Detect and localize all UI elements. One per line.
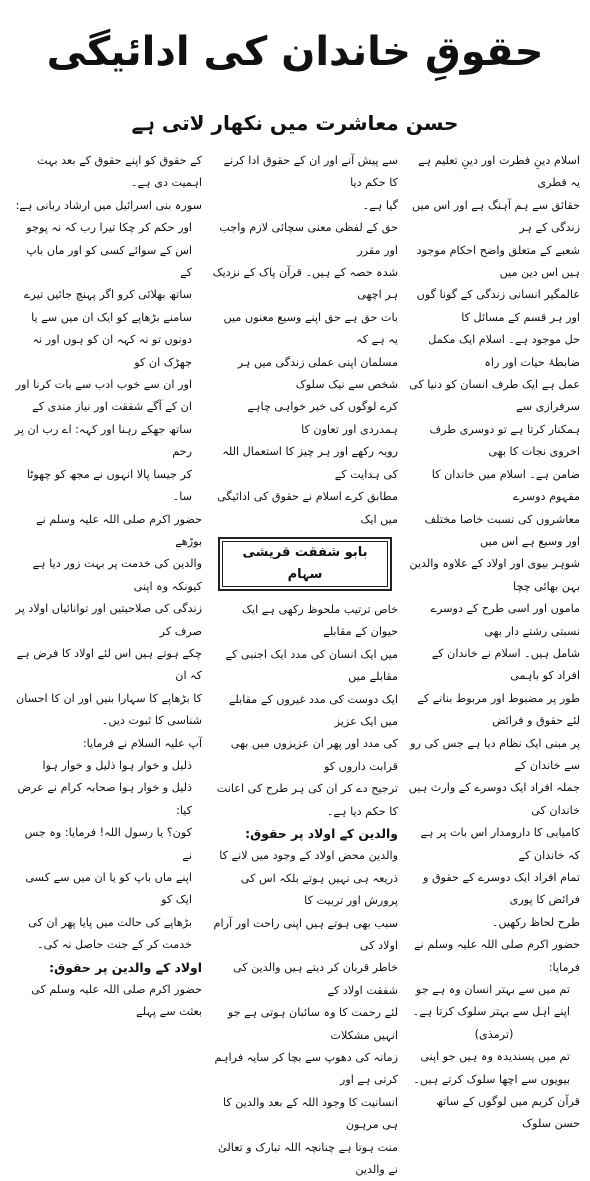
- column-left: [12, 150, 202, 1019]
- column-middle: [212, 150, 398, 1177]
- hadith-quote: بڑھاپے کی حالت میں پایا پھر ان کی: [28, 915, 192, 929]
- quran-quote: اس کے سوائے کسی کو اور ماں باپ کے: [26, 243, 192, 280]
- body-line: والدین محض اولاد کے وجود میں لانے کا: [219, 849, 398, 863]
- body-line: جملہ افراد ایک دوسرے کے وارث ہیں خاندان کی: [408, 781, 580, 817]
- body-line: مطابق کرے اسلام نے حقوق کی ادائیگی میں ایک: [216, 490, 398, 526]
- body-line: مسلمان اپنی عملی زندگی میں ہر شخص سے نیک سلوک: [237, 355, 398, 392]
- citation: (ترمذی): [474, 1027, 514, 1041]
- body-line: عالمگیر انسانی زندگی کے گونا گوں اور ہر قسم کے مسائل کا: [416, 288, 580, 324]
- body-line: کے حقوق کو اپنے حقوق کے بعد بہت اہمیت دی ہے۔: [36, 154, 202, 190]
- body-line: ماموں اور اسی طرح کے دوسرے نسبتی رشتے دار بھی: [430, 602, 580, 638]
- author-name: بابو شفقت قریشی سہام: [222, 541, 388, 587]
- body-line: ضامن ہے۔ اسلام میں خاندان کا مفہوم دوسرے: [431, 467, 580, 504]
- section-heading: اولاد کے والدین پر حقوق:: [49, 959, 202, 975]
- article-title: حقوقِ خاندان کی ادائیگی: [46, 29, 544, 75]
- hadith-quote: ذلیل و خوار ہوا ذلیل و خوار ہوا: [42, 758, 192, 772]
- body-line: اسلام دینِ فطرت اور دینِ تعلیم ہے یہ فطری: [418, 154, 580, 190]
- body-line: تمام افراد ایک دوسرے کے حقوق و فرائض کا پوری: [422, 871, 580, 907]
- body-line: شوہر بیوی اور اولاد کے علاوہ والدین بہن بھائی چچا: [409, 557, 580, 593]
- body-line: حضور اکرم صلی اللہ علیہ وسلم کی بعثت سے پہلے: [31, 983, 202, 1019]
- body-line: کا بڑھاپے کا سہارا بنیں اور ان کا احسان شناسی کا ثبوت دیں۔: [15, 691, 202, 728]
- quran-quote: دونوں تو نہ کہہ ان کو ہوں اور نہ جھڑک ان کو: [32, 333, 192, 369]
- body-line: ہمکنار کرتا ہے تو دوسری طرف اخروی نجات کا بھی: [429, 422, 580, 459]
- section-heading: والدین کے اولاد پر حقوق:: [245, 825, 398, 841]
- body-line: حل موجود ہے۔ اسلام ایک مکمل ضابطۂ حیات اور راہ: [428, 333, 580, 369]
- body-line: منت ہوتا ہے چنانچہ اللہ تبارک و تعالیٰ نے والدین: [218, 1140, 398, 1177]
- quran-quote: کر جیسا پالا انہوں نے مجھ کو چھوٹا سا۔: [26, 467, 192, 504]
- quran-quote: اور ان سے خوب ادب سے بات کرنا اور: [15, 378, 192, 392]
- hadith-quote: بیویوں سے اچھا سلوک کرتے ہیں۔: [413, 1072, 570, 1086]
- column-right: [408, 150, 580, 1131]
- body-line: چکے ہوتے ہیں اس لئے اولاد کا فرض ہے کہ ان: [16, 646, 202, 683]
- hadith-quote: ذلیل و خوار ہوا صحابہ کرام نے عرض کیا:: [17, 781, 192, 817]
- body-line: شامل ہیں۔ اسلام نے خاندان کے افراد کو باہمی: [431, 646, 580, 683]
- body-line: ذریعہ ہی نہیں ہوتے بلکہ اس کی پرورش اور تربیت کا: [240, 871, 398, 908]
- body-line: آپ علیہ السلام نے فرمایا:: [82, 736, 202, 750]
- body-line: حقائق سے ہم آہنگ ہے اور اس میں زندگی کے ہر: [412, 198, 580, 235]
- author-byline-box: [218, 537, 392, 591]
- hadith-quote: تم میں پسندیدہ وہ ہیں جو اپنی: [420, 1050, 570, 1064]
- body-line: میں ایک انسان کی مدد ایک اجنبی کے مقابلے میں: [225, 647, 398, 684]
- body-line: لئے رحمت کا وہ سائبان ہوتی ہے جو انہیں مشکلات: [227, 1006, 398, 1042]
- body-line: خاطر قربان کر دیتے ہیں والدین کی شفقت اولاد کے: [232, 961, 398, 997]
- body-line: سورہ بنی اسرائیل میں ارشاد ربانی ہے:: [15, 198, 202, 212]
- quran-quote: ساتھ جھکے رہنا اور کہہ: اے رب ان پر رحم: [14, 422, 192, 459]
- body-line: طور پر مضبوط اور مربوط بنانے کے لئے حقوق و فرائض: [417, 691, 580, 728]
- quran-quote: اور حکم کر چکا تیرا رب کہ نہ پوجو: [26, 221, 192, 235]
- body-line: شعبے کے متعلق واضح احکام موجود ہیں اس دین میں: [416, 243, 580, 280]
- body-line: شدہ حصہ کے ہیں۔ قرآن پاک کے نزدیک ہر اچھی: [212, 266, 398, 302]
- body-line: ایک دوست کی مدد غیروں کے مقابلے میں ایک عزیز: [228, 692, 398, 728]
- body-line: خاص ترتیب ملحوظ رکھی ہے ایک حیوان کے مقابلے: [242, 602, 398, 639]
- body-line: قرآن کریم میں لوگوں کے ساتھ حسن سلوک: [436, 1095, 580, 1131]
- hadith-quote: اپنے ماں باپ کو یا ان میں سے کسی ایک کو: [25, 871, 192, 907]
- quran-quote: سامنے بڑھاپے کو ایک ان میں سے یا: [31, 310, 192, 324]
- hadith-quote: کون؟ یا رسول اللہ! فرمایا: وہ جس نے: [24, 826, 192, 862]
- body-line: معاشروں کی نسبت خاصا مختلف اور وسیع ہے اس میں: [424, 512, 580, 548]
- body-line: کامیابی کا دارومدار اس بات پر ہے کہ خاندان کے: [420, 826, 580, 862]
- body-line: کرے لوگوں کی خیر خواہی چاہے ہمدردی اور تعاون کا: [247, 400, 398, 436]
- body-line: سبب بھی ہوتے ہیں اپنی راحت اور آرام اولاد کی: [213, 916, 398, 952]
- article-subtitle: حسن معاشرت میں نکھار لاتی ہے: [131, 111, 459, 135]
- body-line: سے پیش آنے اور ان کے حقوق ادا کرنے کا حکم دیا: [223, 154, 398, 190]
- quran-quote: ان کے آگے شفقت اور نیاز مندی کے: [32, 400, 192, 414]
- body-line: انسانیت کا وجود اللہ کے بعد والدین کا ہی مرہون: [223, 1095, 398, 1132]
- body-line: رویہ رکھے اور ہر چیز کا استعمال اللہ کی ہدایت کے: [222, 445, 398, 481]
- body-line: ترجیح دے کر ان کی ہر طرح کی اعانت کا حکم دیا ہے۔: [216, 782, 398, 818]
- body-line: عمل ہے ایک طرف انسان کو دنیا کی سرفرازی سے: [409, 378, 580, 414]
- body-line: کی مدد اور پھر ان عزیزوں میں بھی قرابت داروں کو: [230, 737, 398, 773]
- body-line: زمانہ کی دھوپ سے بچا کر سایہ فراہم کرتی ہے اور: [214, 1051, 398, 1087]
- body-line: حق کے لفظی معنی سچائی لازم واجب اور مقرر: [219, 221, 398, 257]
- body-line: پر مبنی ایک نظام دیا ہے جس کی رو سے خاندان کے: [410, 736, 580, 772]
- quran-quote: ساتھ بھلائی کرو اگر پہنچ جائیں تیرے: [23, 288, 192, 302]
- hadith-quote: تم میں سے بہتر انسان وہ ہے جو: [415, 983, 570, 997]
- hadith-quote: خدمت کر کے جنت حاصل نہ کی۔: [37, 938, 192, 952]
- hadith-quote: اپنے اہل سے بہتر سلوک کرتا ہے۔: [412, 1005, 570, 1019]
- body-line: حضور اکرم صلی اللہ علیہ وسلم نے بوڑھے: [36, 512, 202, 548]
- body-line: طرح لحاظ رکھیں۔: [491, 915, 580, 929]
- body-line: گیا ہے۔: [362, 198, 398, 212]
- body-line: بات حق ہے حق اپنے وسیع معنوں میں یہ ہے کہ: [223, 310, 398, 347]
- body-line: والدین کی خدمت پر بہت زور دیا ہے کیونکہ وہ اپنی: [32, 557, 202, 593]
- body-line: زندگی کی صلاحیتیں اور توانائیاں اولاد پر صرف کر: [15, 602, 202, 638]
- body-line: حضور اکرم صلی اللہ علیہ وسلم نے فرمایا:: [414, 938, 580, 974]
